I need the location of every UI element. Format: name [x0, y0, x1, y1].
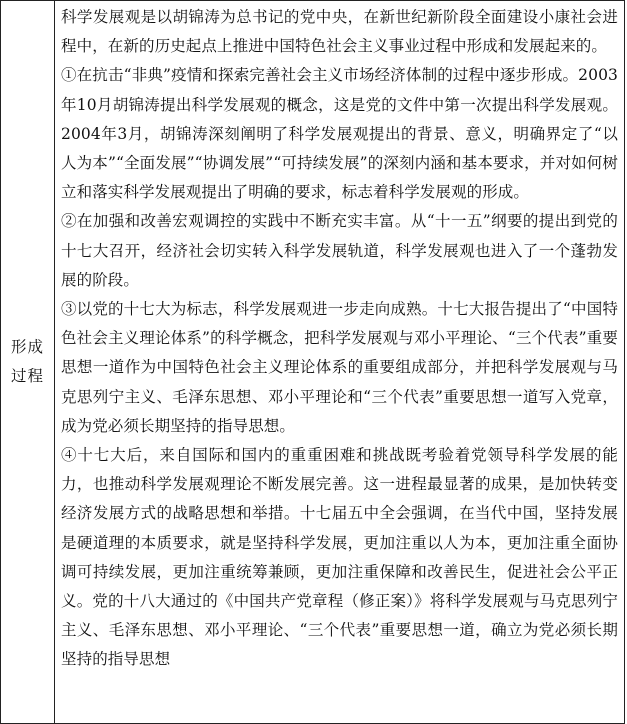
row-label-line2: 过程 [10, 367, 44, 385]
table-row [1, 1, 625, 724]
stage-1-paragraph: ①在抗击“非典”疫情和探索完善社会主义市场经济体制的过程中逐步形成。2003年10月胡锦涛提出科学发展观的概念，这是党的文件中第一次提出科学发展观。2004年3月，胡锦涛深刻阐明了科学发展观提出的背景、意义，明确界定了“以人为本”“全面发展”“协调发展”“可持续发展”的深刻内涵和基本要求，并对如何树立和落实科学发展观提出了明确的要求，标志着科学发展观的形成。 [61, 66, 618, 202]
stage-3-paragraph: ③以党的十七大为标志，科学发展观进一步走向成熟。十七大报告提出了“中国特色社会主义理论体系”的科学概念，把科学发展观与邓小平理论、“三个代表”重要思想一道作为中国特色社会主义理论体系的重要组成部分，并把科学发展观与马克思列宁主义、毛泽东思想、邓小平理论和“三个代表”重要思想一道写入党章，成为党必须长期坚持的指导思想。 [61, 300, 618, 435]
stage-2-paragraph: ②在加强和改善宏观调控的实践中不断充实丰富。从“十一五”纲要的提出到党的十七大召开，经济社会切实转入科学发展轨道，科学发展观也进入了一个蓬勃发展的阶段。 [61, 212, 618, 289]
intro-paragraph: 科学发展观是以胡锦涛为总书记的党中央，在新世纪新阶段全面建设小康社会进程中，在新的历史起点上推进中国特色社会主义事业过程中形成和发展起来的。 [61, 8, 618, 56]
row-label-line1: 形成 [10, 338, 44, 356]
content-cell [55, 1, 625, 724]
stage-4-paragraph: ④十七大后，来自国际和国内的重重困难和挑战既考验着党领导科学发展的能力，也推动科学发展观理论不断发展完善。这一进程最显著的成果，是加快转变经济发展方式的战略思想和举措。十七届五中全会强调，在当代中国，坚持发展是硬道理的本质要求，就是坚持科学发展，更加注重以人为本，更加注重全面协调可持续发展，更加注重统筹兼顾，更加注重保障和改善民生，促进社会公平正义。党的十八大通过的《中国共产党章程（修正案）》将科学发展观与马克思列宁主义、毛泽东思想、邓小平理论、“三个代表”重要思想一道，确立为党必须长期坚持的指导思想 [61, 446, 618, 669]
row-label-cell [1, 1, 55, 724]
